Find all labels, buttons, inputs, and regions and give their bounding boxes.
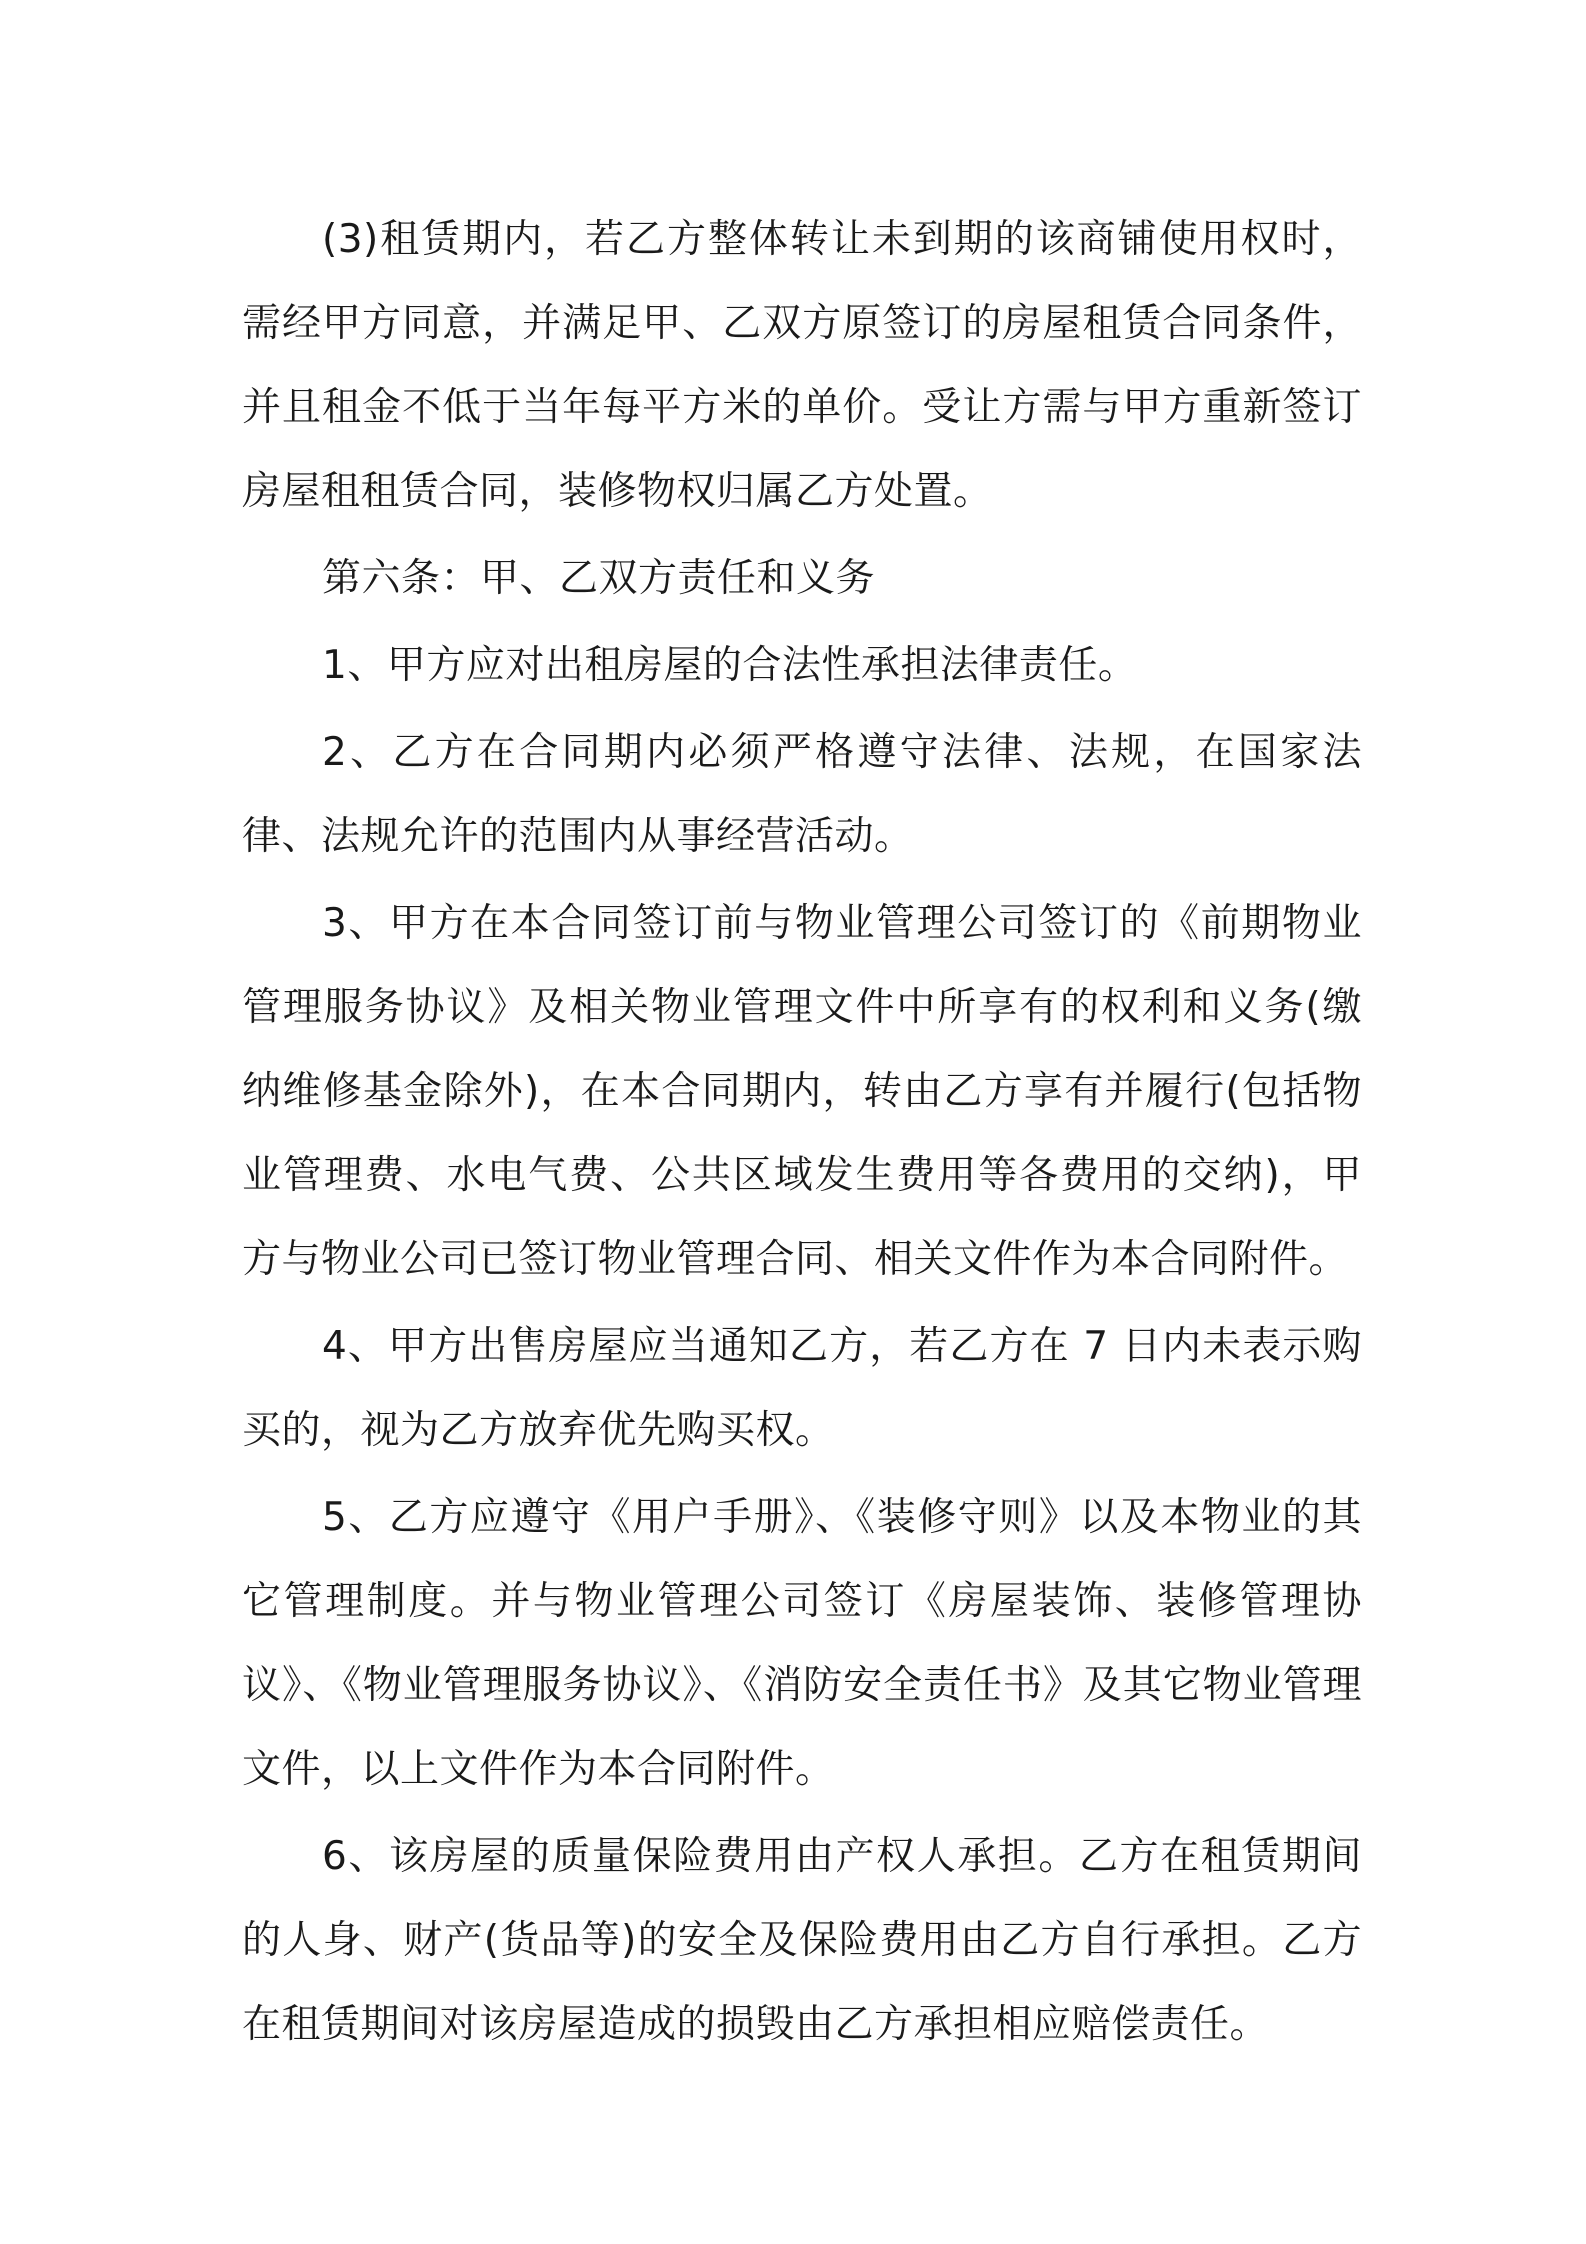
document-page	[242, 198, 1362, 2070]
paragraph-item-2: 2、乙方在合同期内必须严格遵守法律、法规，在国家法律、法规允许的范围内从事经营活动。	[242, 730, 1362, 859]
paragraph-item-3: 3、甲方在本合同签订前与物业管理公司签订的《前期物业管理服务协议》及相关物业管理文件中所享有的权利和义务(缴纳维修基金除外)，在本合同期内，转由乙方享有并履行(包括物业管理费、水电气费、公共区域发生费用等各费用的交纳)，甲方与物业公司已签订物业管理合同、相关文件作为本合同附件。	[242, 901, 1362, 1282]
paragraph-item-6: 6、该房屋的质量保险费用由产权人承担。乙方在租赁期间的人身、财产(货品等)的安全及保险费用由乙方自行承担。乙方在租赁期间对该房屋造成的损毁由乙方承担相应赔偿责任。	[242, 1834, 1362, 2047]
paragraph-item-4: 4、甲方出售房屋应当通知乙方，若乙方在 7 日内未表示购买的，视为乙方放弃优先购买权。	[242, 1324, 1362, 1453]
paragraph-item-5: 5、乙方应遵守《用户手册》、《装修守则》以及本物业的其它管理制度。并与物业管理公司签订《房屋装饰、装修管理协议》、《物业管理服务协议》、《消防安全责任书》及其它物业管理文件，以上文件作为本合同附件。	[242, 1495, 1362, 1792]
paragraph-sublease-clause: (3)租赁期内，若乙方整体转让未到期的该商铺使用权时，需经甲方同意，并满足甲、乙双方原签订的房屋租赁合同条件，并且租金不低于当年每平方米的单价。受让方需与甲方重新签订房屋租租赁合同，装修物权归属乙方处置。	[242, 217, 1362, 514]
paragraph-item-1: 1、甲方应对出租房屋的合法性承担法律责任。	[322, 643, 1138, 688]
section-heading-article-6: 第六条：甲、乙双方责任和义务	[322, 556, 876, 601]
